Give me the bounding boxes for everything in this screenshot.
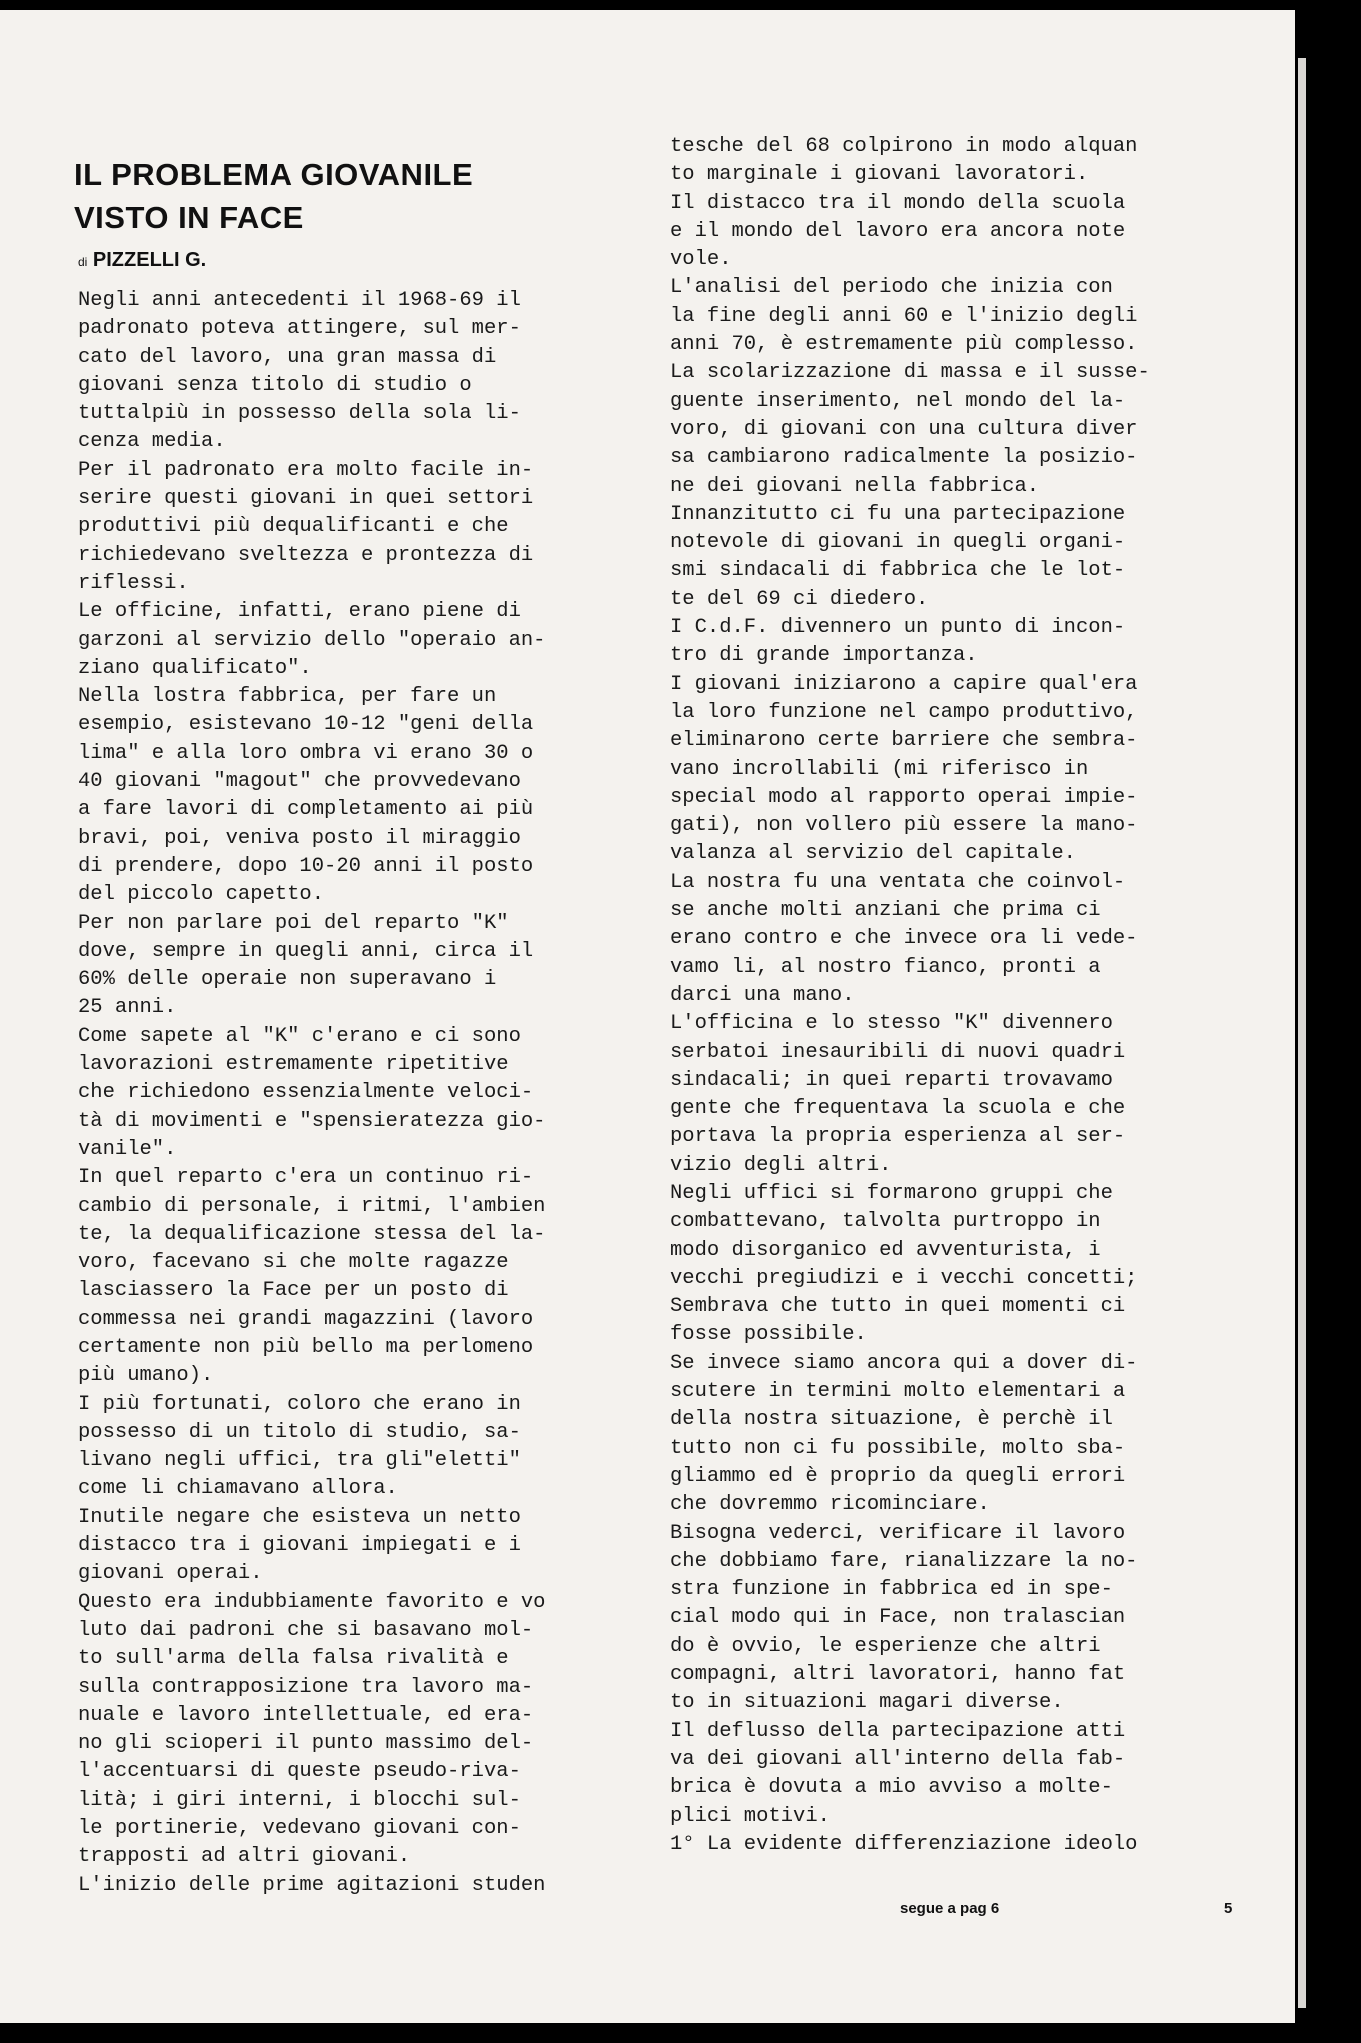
left-column-text: Negli anni antecedenti il 1968-69 il padronato poteva attingere, sul mer- cato del lavoro, una gran massa di giovani senza titolo di studio o tuttalpiù in possesso della sola li- cenza media. Per il padronato era molto facile in- serire questi giovani in quei settori produttivi più dequalificanti e che richiedevano sveltezza e prontezza di riflessi. Le officine, infatti, erano piene di garzoni al servizio dello "operaio an- ziano qualificato". Nella lostra fabbrica, per fare un esempio, esistevano 10-12 "geni della lima" e alla loro ombra vi erano 30 o 40 giovani "magout" che provvedevano a fare lavori di completamento ai più bravi, poi, veniva posto il miraggio di prendere, dopo 10-20 anni il posto del piccolo capetto. Per non parlare poi del reparto "K" dove, sempre in quegli anni, circa il 60% delle operaie non superavano i 25 anni. Come sapete al "K" c'erano e ci sono lavorazioni estremamente ripetitive che richiedono essenzialmente veloci- tà di movimenti e "spensieratezza gio- vanile". In quel reparto c'era un continuo ri- cambio di personale, i ritmi, l'ambien te, la dequalificazione stessa del la- voro, facevano si che molte ragazze lasciassero la Face per un posto di commessa nei grandi magazzini (lavoro certamente non più bello ma perlomeno più umano). I più fortunati, coloro che erano in possesso di un titolo di studio, sa- livano negli uffici, tra gli"eletti" come li chiamavano allora. Inutile negare che esisteva un netto distacco tra i giovani impiegati e i giovani operai. Questo era indubbiamente favorito e vo luto dai padroni che si basavano mol- to sull'arma della falsa rivalità e sulla contrapposizione tra lavoro ma- nuale e lavoro intellettuale, ed era- no gli scioperi il punto massimo del- l'accentuarsi di queste pseudo-riva- lità; i giri interni, i blocchi sul- le portinerie, vedevano giovani con- trapposti ad altri giovani. L'inizio delle prime agitazioni studen: [78, 289, 546, 1897]
article-title-line-2: VISTO IN FACE: [74, 200, 304, 235]
byline: [78, 249, 206, 272]
continued-note: segue a pag 6: [900, 1900, 1000, 1917]
next-page-edge: [1298, 58, 1306, 2008]
page-number: 5: [1224, 1900, 1233, 1917]
author-name: PIZZELLI G.: [92, 249, 207, 271]
article-title-line-1: IL PROBLEMA GIOVANILE: [74, 157, 474, 192]
byline-prefix: di: [78, 255, 88, 269]
right-column-text: tesche del 68 colpirono in modo alquan to marginale i giovani lavoratori. Il distacco tra il mondo della scuola e il mondo del lavoro era ancora note vole. L'analisi del periodo che inizia con la fine degli anni 60 e l'inizio degli anni 70, è estremamente più complesso. La scolarizzazione di massa e il susse- guente inserimento, nel mondo del la- voro, di giovani con una cultura diver sa cambiarono radicalmente la posizio- ne dei giovani nella fabbrica. Innanzitutto ci fu una partecipazione notevole di giovani in quegli organi- smi sindacali di fabbrica che le lot- te del 69 ci diedero. I C.d.F. divennero un punto di incon- tro di grande importanza. I giovani iniziarono a capire qual'era la loro funzione nel campo produttivo, eliminarono certe barriere che sembra- vano incrollabili (mi riferisco in special modo al rapporto operai impie- gati), non vollero più essere la mano- valanza al servizio del capitale. La nostra fu una ventata che coinvol- se anche molti anziani che prima ci erano contro e che invece ora li vede- vamo li, al nostro fianco, pronti a darci una mano. L'officina e lo stesso "K" divennero serbatoi inesauribili di nuovi quadri sindacali; in quei reparti trovavamo gente che frequentava la scuola e che portava la propria esperienza al ser- vizio degli altri. Negli uffici si formarono gruppi che combattevano, talvolta purtroppo in modo disorganico ed avventurista, i vecchi pregiudizi e i vecchi concetti; Sembrava che tutto in quei momenti ci fosse possibile. Se invece siamo ancora qui a dover di- scutere in termini molto elementari a della nostra situazione, è perchè il tutto non ci fu possibile, molto sba- gliammo ed è proprio da quegli errori che dovremmo ricominciare. Bisogna vederci, verificare il lavoro che dobbiamo fare, rianalizzare la no- stra funzione in fabbrica ed in spe- cial modo qui in Face, non tralascian do è ovvio, le esperienze che altri compagni, altri lavoratori, hanno fat to in situazioni magari diverse. Il deflusso della partecipazione atti va dei giovani all'interno della fab- brica è dovuta a mio avviso a molte- plici motivi. 1° La evidente differenziazione ideolo: [670, 135, 1150, 1856]
